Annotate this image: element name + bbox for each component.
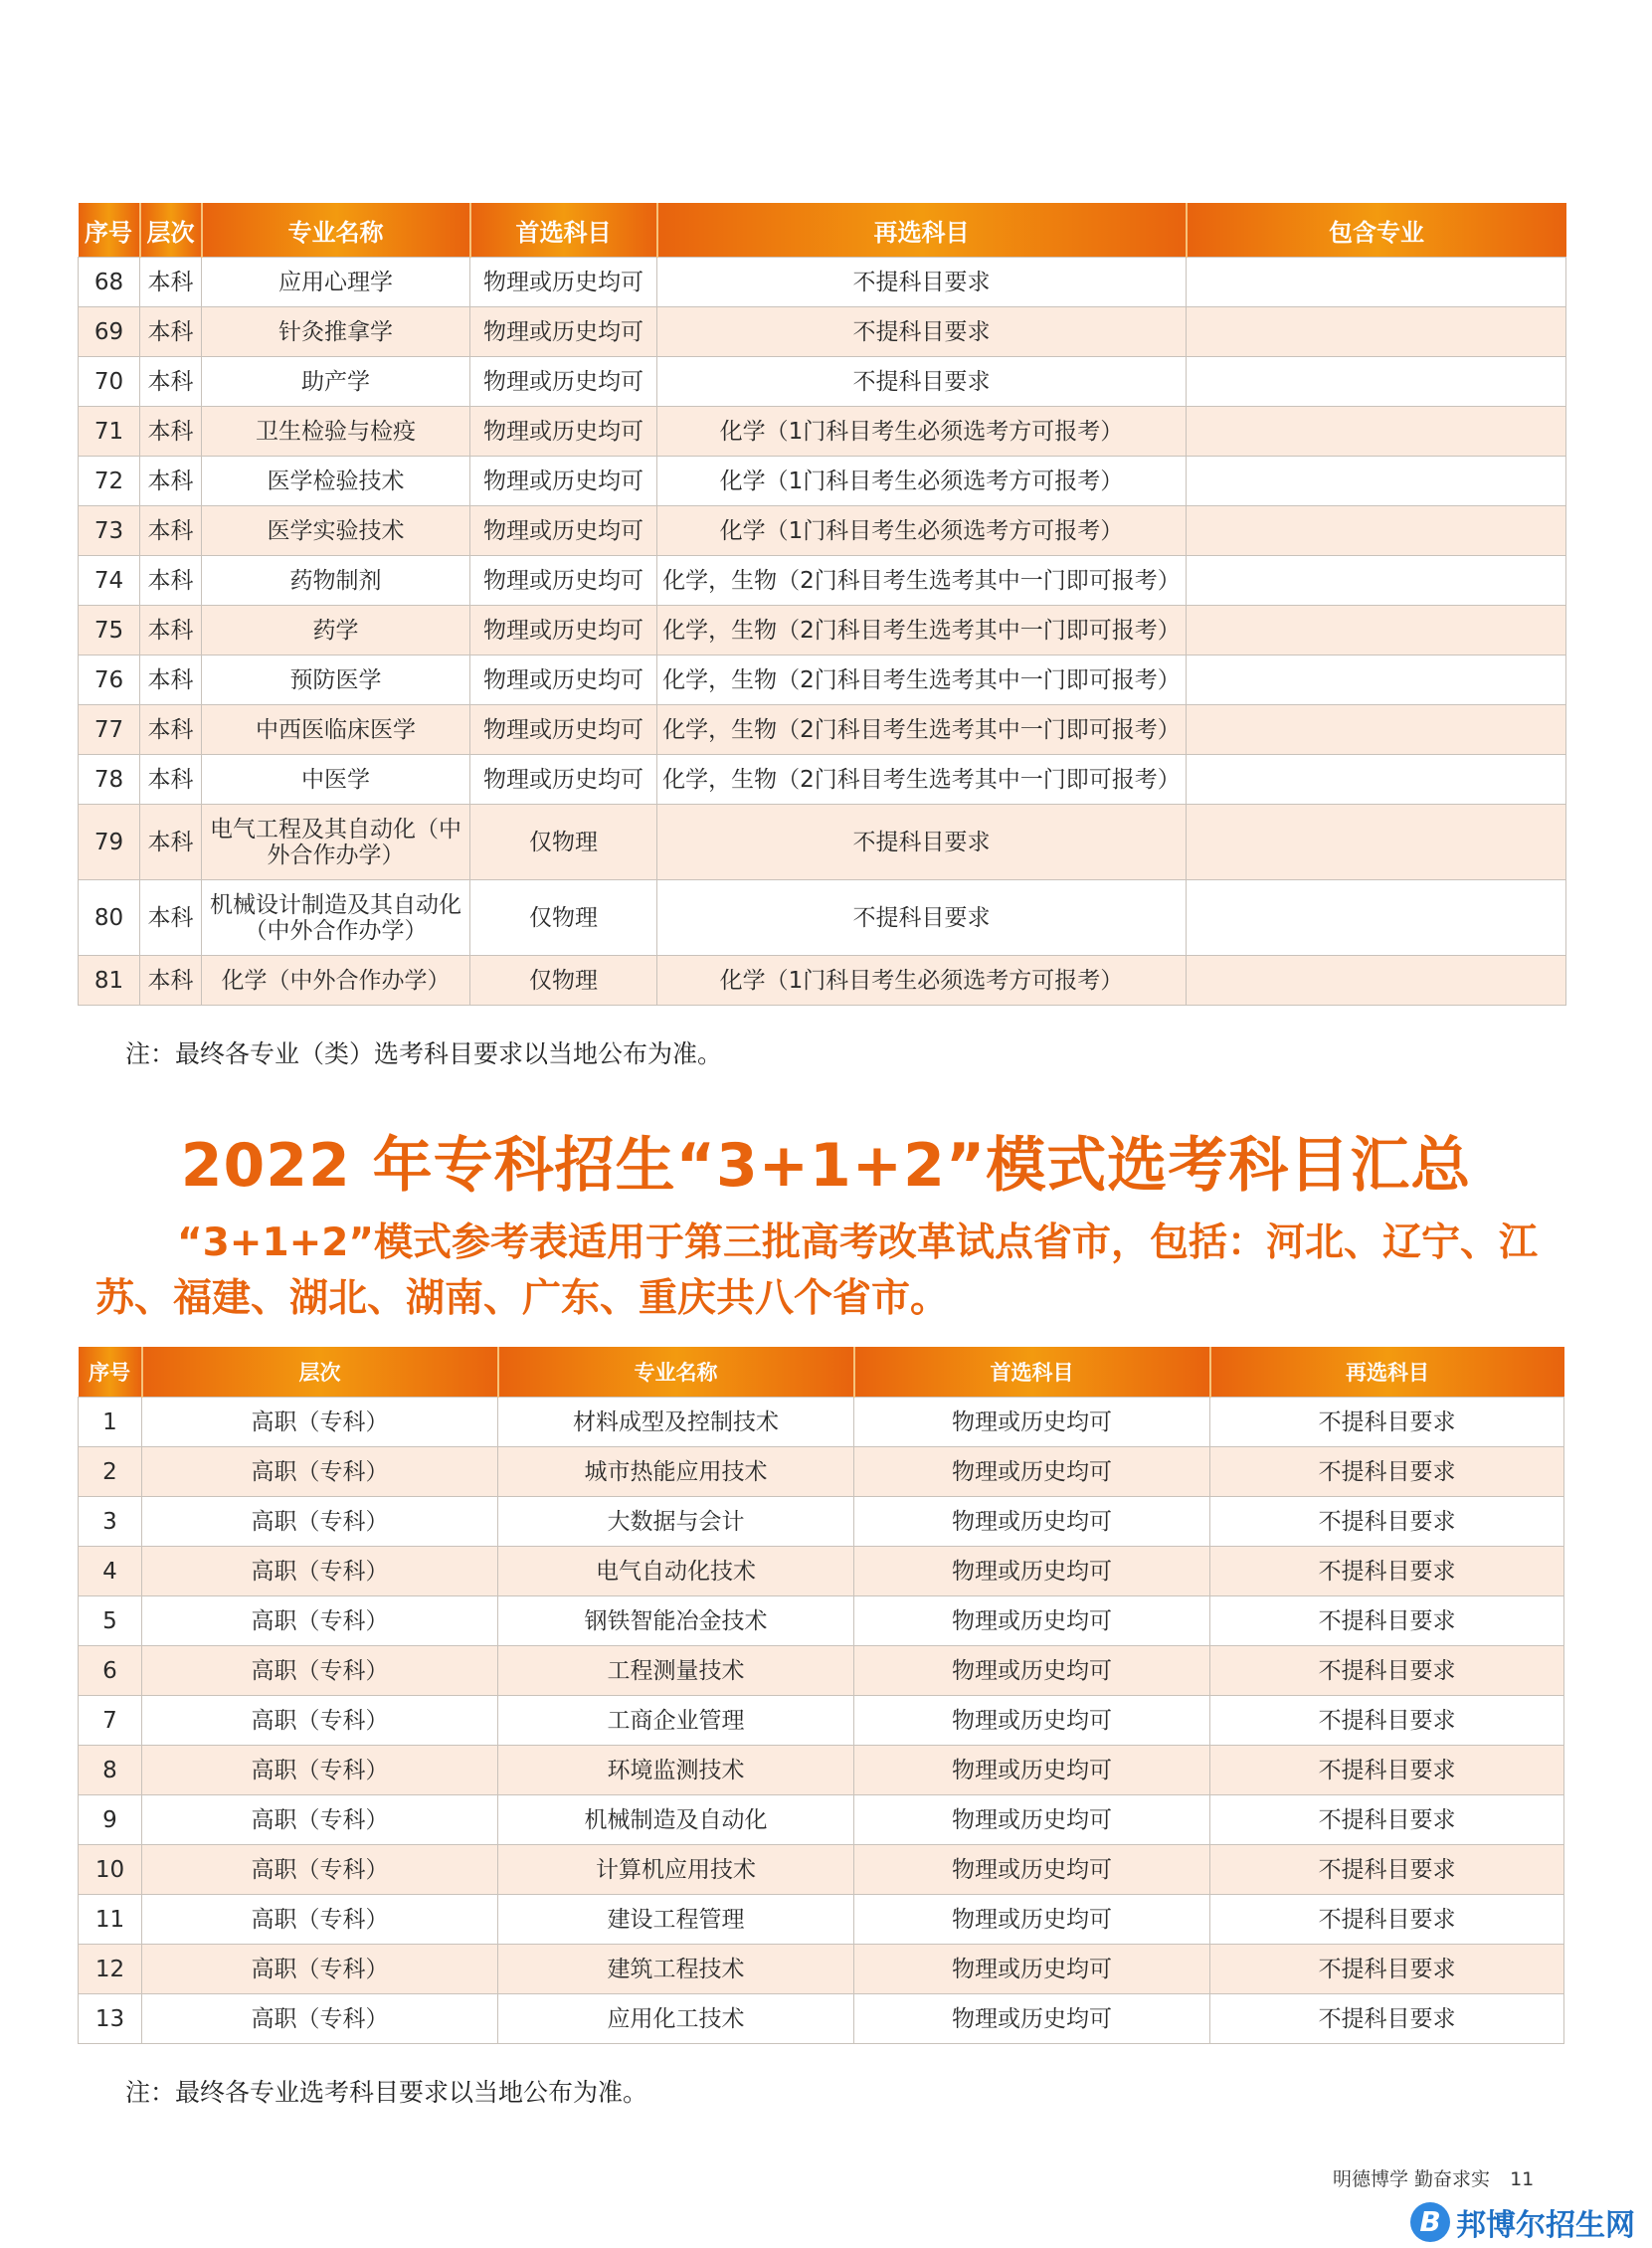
table-cell: 不提科目要求 [1210,1945,1564,1994]
col-header-level: 层次 [142,1347,498,1398]
table-cell: 不提科目要求 [1210,1845,1564,1895]
table-cell [1187,705,1566,755]
watermark-text: 邦博尔招生网 [1456,2208,1635,2243]
table-cell: 不提科目要求 [657,880,1187,956]
table-cell: 高职（专科） [142,1746,498,1795]
table-cell [1187,357,1566,407]
table-cell: 80 [79,880,140,956]
table-cell: 计算机应用技术 [498,1845,854,1895]
table-row [79,407,1566,457]
table-cell: 物理或历史均可 [470,407,657,457]
table-cell: 不提科目要求 [1210,1398,1564,1447]
table-cell: 机械设计制造及其自动化（中外合作办学） [202,880,470,956]
table-cell: 高职（专科） [142,1497,498,1547]
table-cell: 物理或历史均可 [470,506,657,556]
table-cell: 73 [79,506,140,556]
table-cell: 74 [79,556,140,606]
table-cell: 物理或历史均可 [470,357,657,407]
table-cell: 5 [79,1596,142,1646]
table-cell: 本科 [140,880,202,956]
table-cell: 工程测量技术 [498,1646,854,1696]
table-cell: 不提科目要求 [1210,1447,1564,1497]
col-header-level: 层次 [140,203,202,258]
col-header-index: 序号 [79,1347,142,1398]
table-cell: 仅物理 [470,956,657,1006]
table-cell: 药学 [202,606,470,656]
table-cell: 化学，生物（2门科目考生选考其中一门即可报考） [657,755,1187,805]
table-cell: 物理或历史均可 [470,258,657,307]
table-cell: 物理或历史均可 [854,1845,1210,1895]
table2-footnote: 注：最终各专业选考科目要求以当地公布为准。 [125,2078,648,2107]
table-cell [1187,956,1566,1006]
table-row [79,1945,1564,1994]
table-cell: 针灸推拿学 [202,307,470,357]
table-cell: 8 [79,1746,142,1795]
table-cell: 化学，生物（2门科目考生选考其中一门即可报考） [657,556,1187,606]
table-cell: 工商企业管理 [498,1696,854,1746]
watermark [1410,2200,1635,2244]
table-cell: 物理或历史均可 [854,1596,1210,1646]
table-cell: 1 [79,1398,142,1447]
table-cell: 本科 [140,457,202,506]
table-cell: 本科 [140,258,202,307]
table-cell: 电气自动化技术 [498,1547,854,1596]
table-cell: 高职（专科） [142,1447,498,1497]
table-cell: 建筑工程技术 [498,1945,854,1994]
table-row [79,1447,1564,1497]
table-cell: 钢铁智能冶金技术 [498,1596,854,1646]
table-cell: 不提科目要求 [657,307,1187,357]
table-cell: 物理或历史均可 [854,1994,1210,2044]
table1-footnote: 注：最终各专业（类）选考科目要求以当地公布为准。 [125,1039,723,1068]
table-cell: 本科 [140,556,202,606]
table-cell: 72 [79,457,140,506]
table-cell: 物理或历史均可 [470,307,657,357]
table-cell: 不提科目要求 [1210,1547,1564,1596]
table-row [79,1596,1564,1646]
col-header-included-majors: 包含专业 [1187,203,1566,258]
table-cell: 本科 [140,407,202,457]
table-cell: 化学（1门科目考生必须选考方可报考） [657,956,1187,1006]
table-cell [1187,407,1566,457]
table-cell: 高职（专科） [142,1596,498,1646]
table-cell: 9 [79,1795,142,1845]
table-cell: 2 [79,1447,142,1497]
table-cell: 应用心理学 [202,258,470,307]
table-cell: 本科 [140,755,202,805]
footer-motto: 明德博学 勤奋求实 [1333,2168,1491,2190]
table-row [79,457,1566,506]
table-cell [1187,258,1566,307]
section-subtitle: “3+1+2”模式参考表适用于第三批高考改革试点省市，包括：河北、辽宁、江苏、福建、湖北、湖南、广东、重庆共八个省市。 [95,1220,1539,1321]
table-row [79,1547,1564,1596]
watermark-logo-icon: B [1410,2202,1450,2242]
page-footer [1333,2164,1534,2191]
table-cell: 物理或历史均可 [470,755,657,805]
table-cell: 高职（专科） [142,1398,498,1447]
table-cell: 4 [79,1547,142,1596]
table-cell: 高职（专科） [142,1895,498,1945]
table-cell: 物理或历史均可 [854,1945,1210,1994]
table-cell: 物理或历史均可 [854,1497,1210,1547]
table-cell: 物理或历史均可 [854,1895,1210,1945]
subject-requirements-table-vocational [78,1347,1564,2044]
table-cell: 69 [79,307,140,357]
table-cell: 高职（专科） [142,1994,498,2044]
table-cell [1187,606,1566,656]
table-cell: 3 [79,1497,142,1547]
col-header-major: 专业名称 [498,1347,854,1398]
table-cell: 助产学 [202,357,470,407]
table-cell: 不提科目要求 [1210,1994,1564,2044]
col-header-first-subject: 首选科目 [854,1347,1210,1398]
table-cell: 高职（专科） [142,1547,498,1596]
table-cell: 预防医学 [202,656,470,705]
table-cell: 物理或历史均可 [854,1746,1210,1795]
table-cell: 物理或历史均可 [854,1795,1210,1845]
table-row [79,556,1566,606]
table-cell: 本科 [140,656,202,705]
table-header-row [79,203,1566,258]
table-cell: 化学，生物（2门科目考生选考其中一门即可报考） [657,606,1187,656]
table-cell: 化学（1门科目考生必须选考方可报考） [657,457,1187,506]
table-cell: 卫生检验与检疫 [202,407,470,457]
table-cell: 化学（1门科目考生必须选考方可报考） [657,407,1187,457]
table-cell: 物理或历史均可 [470,705,657,755]
table-cell: 化学（1门科目考生必须选考方可报考） [657,506,1187,556]
table-cell: 高职（专科） [142,1945,498,1994]
col-header-reselect-subject: 再选科目 [1210,1347,1564,1398]
table-cell: 78 [79,755,140,805]
table-cell: 材料成型及控制技术 [498,1398,854,1447]
table-cell [1187,880,1566,956]
table-cell: 不提科目要求 [1210,1746,1564,1795]
table-cell: 药物制剂 [202,556,470,606]
table-cell: 77 [79,705,140,755]
table-cell: 化学（中外合作办学） [202,956,470,1006]
table-cell [1187,656,1566,705]
table-cell: 75 [79,606,140,656]
table-row [79,1497,1564,1547]
table-cell: 城市热能应用技术 [498,1447,854,1497]
table-cell [1187,755,1566,805]
table-row [79,1895,1564,1945]
table-cell: 高职（专科） [142,1646,498,1696]
table-cell: 不提科目要求 [1210,1596,1564,1646]
table-cell: 医学实验技术 [202,506,470,556]
table-cell: 机械制造及自动化 [498,1795,854,1845]
table-cell: 建设工程管理 [498,1895,854,1945]
table-cell: 本科 [140,506,202,556]
table-row [79,1398,1564,1447]
table-cell: 不提科目要求 [657,805,1187,880]
table-cell: 本科 [140,956,202,1006]
table-cell: 不提科目要求 [1210,1696,1564,1746]
table-row [79,1696,1564,1746]
table-cell: 仅物理 [470,805,657,880]
table-row [79,1646,1564,1696]
table-row [79,656,1566,705]
table-cell: 物理或历史均可 [854,1547,1210,1596]
table-row [79,1994,1564,2044]
table-cell: 物理或历史均可 [470,656,657,705]
table-row [79,880,1566,956]
table-cell: 环境监测技术 [498,1746,854,1795]
table-cell: 79 [79,805,140,880]
table-cell: 化学，生物（2门科目考生选考其中一门即可报考） [657,705,1187,755]
table-cell: 不提科目要求 [1210,1497,1564,1547]
table-cell [1187,457,1566,506]
table-cell: 本科 [140,357,202,407]
table-row [79,1845,1564,1895]
table-cell: 电气工程及其自动化（中外合作办学） [202,805,470,880]
table-cell: 7 [79,1696,142,1746]
col-header-index: 序号 [79,203,140,258]
table-cell: 不提科目要求 [657,258,1187,307]
table-header-row [79,1347,1564,1398]
table-cell: 71 [79,407,140,457]
table-cell: 不提科目要求 [1210,1795,1564,1845]
table-cell: 大数据与会计 [498,1497,854,1547]
col-header-first-subject: 首选科目 [470,203,657,258]
table-cell: 物理或历史均可 [854,1447,1210,1497]
table-cell: 中西医临床医学 [202,705,470,755]
table-row [79,1795,1564,1845]
table-cell: 68 [79,258,140,307]
table-cell: 物理或历史均可 [470,457,657,506]
table-cell [1187,556,1566,606]
table-cell: 物理或历史均可 [470,556,657,606]
section-title: 2022 年专科招生“3+1+2”模式选考科目汇总 [180,1131,1472,1201]
table-cell: 11 [79,1895,142,1945]
table-cell: 10 [79,1845,142,1895]
table-cell: 物理或历史均可 [854,1646,1210,1696]
table-cell: 本科 [140,307,202,357]
table-row [79,956,1566,1006]
table-cell: 13 [79,1994,142,2044]
table-cell: 不提科目要求 [1210,1895,1564,1945]
table-row [79,606,1566,656]
table-cell: 本科 [140,705,202,755]
subject-requirements-table-undergraduate [78,203,1566,1006]
table-row [79,755,1566,805]
table-cell: 医学检验技术 [202,457,470,506]
col-header-major: 专业名称 [202,203,470,258]
table-cell: 中医学 [202,755,470,805]
table-cell: 70 [79,357,140,407]
table-cell: 本科 [140,606,202,656]
table-cell [1187,805,1566,880]
table-cell: 高职（专科） [142,1795,498,1845]
table-cell: 本科 [140,805,202,880]
table-cell: 6 [79,1646,142,1696]
table-row [79,258,1566,307]
table-cell: 物理或历史均可 [854,1398,1210,1447]
table-cell: 不提科目要求 [657,357,1187,407]
table-cell [1187,307,1566,357]
table-cell: 81 [79,956,140,1006]
table-row [79,1746,1564,1795]
table-cell [1187,506,1566,556]
table-cell: 物理或历史均可 [470,606,657,656]
table-cell: 仅物理 [470,880,657,956]
table-row [79,357,1566,407]
table-cell: 高职（专科） [142,1696,498,1746]
table-cell: 物理或历史均可 [854,1696,1210,1746]
table-cell: 化学，生物（2门科目考生选考其中一门即可报考） [657,656,1187,705]
col-header-reselect-subject: 再选科目 [657,203,1187,258]
table-cell: 不提科目要求 [1210,1646,1564,1696]
table-row [79,805,1566,880]
table-cell: 高职（专科） [142,1845,498,1895]
table-cell: 76 [79,656,140,705]
table-cell: 应用化工技术 [498,1994,854,2044]
page-number: 11 [1510,2168,1535,2190]
table-row [79,506,1566,556]
table-row [79,705,1566,755]
table-row [79,307,1566,357]
table-cell: 12 [79,1945,142,1994]
